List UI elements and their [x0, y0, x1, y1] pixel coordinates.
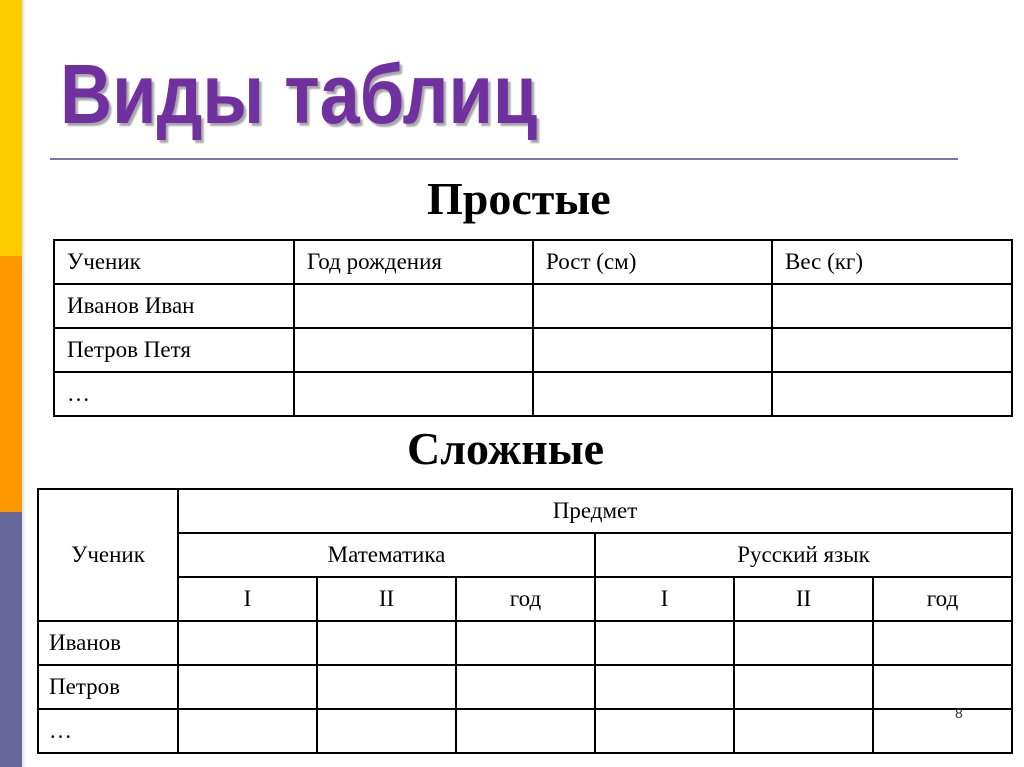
- table-cell: [294, 284, 533, 328]
- table-cell: Петров Петя: [54, 328, 294, 372]
- side-bar-yellow: [0, 0, 22, 256]
- table-cell: [734, 665, 873, 709]
- table-cell: [178, 665, 317, 709]
- period-header: I: [595, 577, 734, 621]
- table-header-row: [54, 240, 1012, 284]
- complex-table: [37, 488, 1013, 754]
- page-number: 8: [955, 705, 963, 721]
- table-cell: [456, 621, 595, 665]
- table-cell: [873, 665, 1012, 709]
- column-header: Рост (см): [533, 240, 772, 284]
- table-cell: Петров: [38, 665, 178, 709]
- table-cell: [178, 621, 317, 665]
- table-cell: [772, 328, 1012, 372]
- table-header-row: [38, 489, 1012, 533]
- period-header: II: [317, 577, 456, 621]
- table-cell: [734, 621, 873, 665]
- table-cell: [595, 621, 734, 665]
- table-cell: [595, 665, 734, 709]
- table-cell: [772, 284, 1012, 328]
- table-header-row: [38, 577, 1012, 621]
- table-cell: [734, 709, 873, 753]
- table-row: [38, 621, 1012, 665]
- group-header-subject: Предмет: [178, 489, 1012, 533]
- period-header: I: [178, 577, 317, 621]
- table-row: [38, 709, 1012, 753]
- subject-header: Русский язык: [595, 533, 1012, 577]
- table-cell: [317, 709, 456, 753]
- column-header: Год рождения: [294, 240, 533, 284]
- complex-table-heading: Сложные: [407, 423, 605, 474]
- period-header: год: [456, 577, 595, 621]
- table-header-row: [38, 533, 1012, 577]
- title-divider: [50, 158, 958, 160]
- table-cell: [533, 284, 772, 328]
- table-cell: [533, 328, 772, 372]
- period-header: год: [873, 577, 1012, 621]
- table-row: [54, 328, 1012, 372]
- table-row: [54, 372, 1012, 416]
- table-cell: [178, 709, 317, 753]
- table-cell: [533, 372, 772, 416]
- table-row: [38, 665, 1012, 709]
- table-cell: [456, 665, 595, 709]
- simple-table-heading: Простые: [427, 173, 611, 224]
- side-bar-blue: [0, 512, 22, 767]
- side-bar-shadow: [22, 0, 26, 767]
- slide-title: Виды таблиц: [60, 47, 538, 141]
- side-bar-orange: [0, 256, 22, 512]
- column-header: Ученик: [54, 240, 294, 284]
- table-cell: [873, 621, 1012, 665]
- table-cell: [456, 709, 595, 753]
- subject-header: Математика: [178, 533, 595, 577]
- table-cell: …: [54, 372, 294, 416]
- table-cell: …: [38, 709, 178, 753]
- table-cell: [873, 709, 1012, 753]
- table-row: [54, 284, 1012, 328]
- table-cell: [595, 709, 734, 753]
- simple-table: [53, 239, 1013, 417]
- table-cell: [772, 372, 1012, 416]
- column-header: Вес (кг): [772, 240, 1012, 284]
- table-cell: Иванов: [38, 621, 178, 665]
- table-cell: [294, 372, 533, 416]
- period-header: II: [734, 577, 873, 621]
- row-header-student: Ученик: [38, 489, 178, 621]
- table-cell: Иванов Иван: [54, 284, 294, 328]
- table-cell: [317, 665, 456, 709]
- table-cell: [294, 328, 533, 372]
- table-cell: [317, 621, 456, 665]
